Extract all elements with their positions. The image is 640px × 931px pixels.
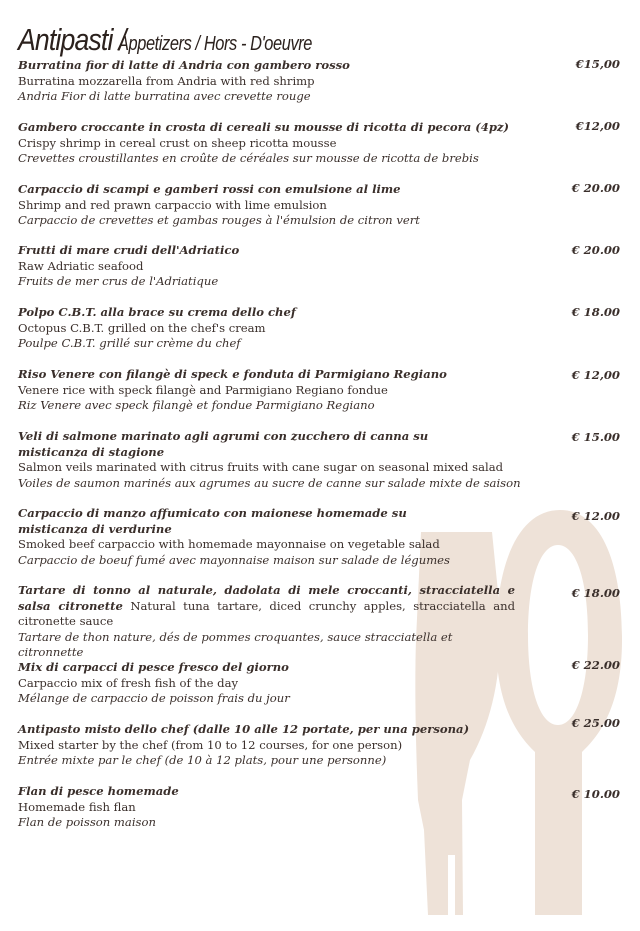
english-name: Homemade fish flan — [18, 799, 136, 814]
menu-item — [18, 722, 518, 769]
french-name: Carpaccio de crevettes et gambas rouges à l'émulsion de citron vert — [18, 213, 420, 228]
item-price: € 12.00 — [571, 509, 620, 523]
menu-item — [18, 784, 518, 831]
english-name: Raw Adriatic seafood — [18, 258, 144, 273]
french-name: Flan de poisson maison — [18, 815, 156, 830]
italian-name: Carpaccio di manzo affumicato con maionese homemade su misticanza di verdurine — [18, 506, 407, 536]
french-name: Tartare de thon nature, dés de pommes croquantes, sauce stracciatella et citronnette — [18, 629, 453, 660]
menu-item — [18, 58, 518, 105]
italian-name: Polpo C.B.T. alla brace su crema dello chef — [18, 305, 296, 319]
italian-name: Veli di salmone marinato agli agrumi con zucchero di canna su misticanza di stagione — [18, 429, 429, 459]
menu-item — [18, 506, 458, 568]
french-name: Andria Fior di latte burratina avec crevette rouge — [18, 89, 311, 104]
italian-name: Tartare di tonno al naturale, dadolata di mele croccanti, stracciatella e salsa citronette — [18, 583, 515, 613]
item-price: € 18.00 — [571, 586, 620, 600]
section-title: Antipasti / — [18, 22, 126, 57]
italian-name: Carpaccio di scampi e gamberi rossi con emulsione al lime — [18, 182, 401, 196]
menu-item — [18, 182, 518, 229]
item-price: € 20.00 — [571, 243, 620, 257]
spoon-icon — [496, 510, 622, 915]
english-name: Mixed starter by the chef (from 10 to 12 courses, for one person) — [18, 737, 403, 752]
italian-name: Riso Venere con filangè di speck e fonduta di Parmigiano Regiano — [18, 367, 447, 381]
italian-name: Burratina fior di latte di Andria con gambero rosso — [18, 58, 350, 72]
item-price: € 18.00 — [571, 305, 620, 319]
french-name: Mélange de carpaccio de poisson frais du jour — [18, 691, 290, 706]
english-name: Shrimp and red prawn carpaccio with lime emulsion — [18, 197, 327, 212]
french-name: Entrée mixte par le chef (de 10 à 12 plats, pour une personne) — [18, 753, 387, 768]
menu-item — [18, 243, 518, 290]
section-header — [18, 22, 354, 58]
item-price: € 15.00 — [571, 430, 620, 444]
italian-name: Antipasto misto dello chef (dalle 10 alle 12 portate, per una persona) — [18, 722, 470, 736]
english-name: Burratina mozzarella from Andria with red shrimp — [18, 73, 315, 88]
english-name: Octopus C.B.T. grilled on the chef's cream — [18, 320, 266, 335]
english-name: Smoked beef carpaccio with homemade mayonnaise on vegetable salad — [18, 537, 440, 552]
item-price: € 25.00 — [571, 716, 620, 730]
french-name: Riz Venere avec speck filangè et fondue Parmigiano Regiano — [18, 398, 375, 413]
english-name: Natural tuna tartare, diced crunchy apples, stracciatella and citronette sauce — [18, 598, 515, 629]
italian-name: Mix di carpacci di pesce fresco del giorno — [18, 660, 289, 674]
french-name: Poulpe C.B.T. grillé sur crème du chef — [18, 336, 241, 351]
menu-item — [18, 120, 518, 167]
english-name: Salmon veils marinated with citrus fruits with cane sugar on seasonal mixed salad — [18, 460, 504, 475]
menu-item — [18, 367, 518, 414]
menu-item — [18, 660, 518, 707]
italian-name: Gambero croccante in crosta di cereali su mousse di ricotta di pecora (4pz) — [18, 120, 510, 134]
french-name: Voiles de saumon marinés aux agrumes au sucre de canne sur salade mixte de saison — [18, 475, 521, 490]
item-price: €12,00 — [575, 119, 620, 133]
english-name: Venere rice with speck filangè and Parmigiano Regiano fondue — [18, 382, 388, 397]
menu-item — [18, 583, 515, 661]
menu-item — [18, 429, 521, 491]
french-name: Crevettes croustillantes en croûte de céréales sur mousse de ricotta de brebis — [18, 151, 479, 166]
english-name: Carpaccio mix of fresh fish of the day — [18, 675, 239, 690]
french-name: Fruits de mer crus de l'Adriatique — [18, 274, 219, 289]
french-name: Carpaccio de boeuf fumé avec mayonnaise maison sur salade de légumes — [18, 552, 450, 567]
item-price: € 10.00 — [571, 787, 620, 801]
section-subtitle: Appetizers / Hors - D'oeuvre — [117, 33, 312, 55]
item-price: € 22.00 — [571, 658, 620, 672]
item-price: € 20.00 — [571, 181, 620, 195]
item-price: €15,00 — [575, 57, 620, 71]
item-price: € 12,00 — [571, 368, 620, 382]
item-description — [18, 583, 515, 630]
italian-name: Frutti di mare crudi dell'Adriatico — [18, 243, 240, 257]
english-name: Crispy shrimp in cereal crust on sheep ricotta mousse — [18, 135, 337, 150]
italian-name: Flan di pesce homemade — [18, 784, 179, 798]
menu-item — [18, 305, 518, 352]
